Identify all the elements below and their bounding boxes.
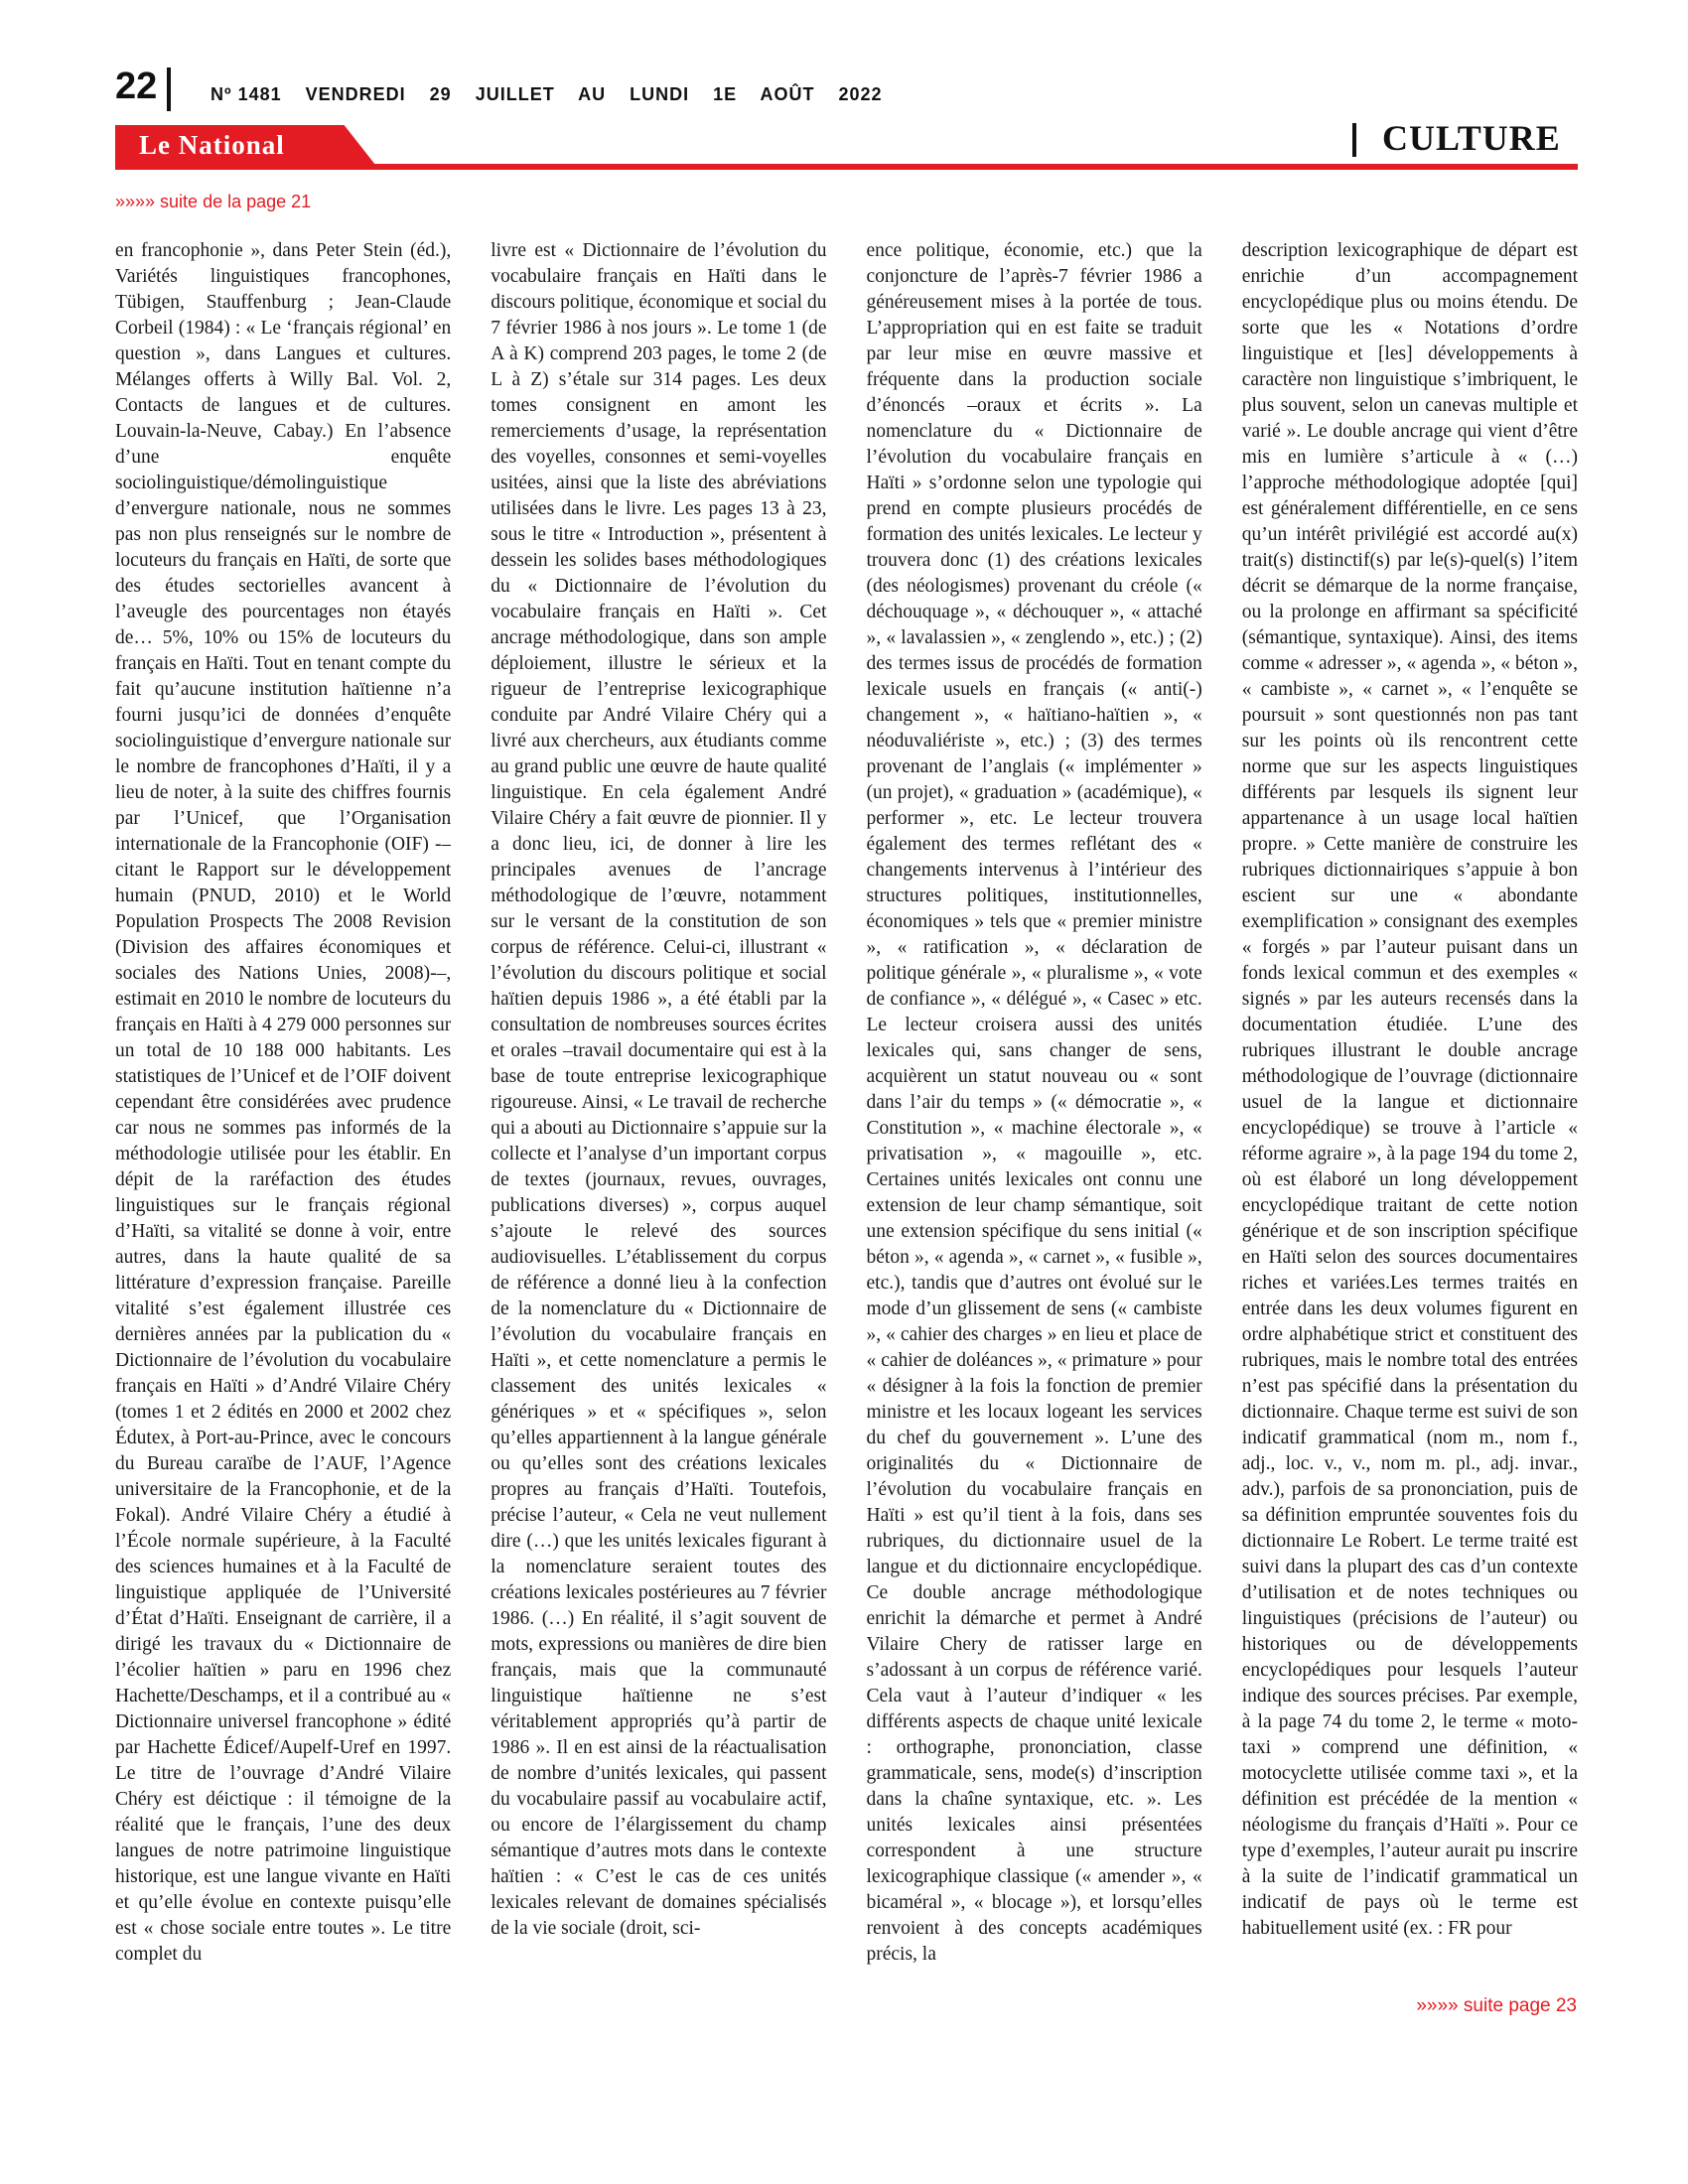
brand-name: Le National <box>139 130 285 160</box>
date-day: 29 <box>429 84 452 104</box>
article-column-3: ence politique, économie, etc.) que la conjoncture de l’après-7 février 1986 a généreusement mises à la portée de tous. L’appropriation qui en est faite se traduit par leur mise en œuvre massive et fréquente dans la production sociale d’énoncés –oraux et écrits ». La nomenclature du « Dictionnaire de l’évolution du vocabulaire français en Haïti » s’ordonne selon une typologie qui prend en compte plusieurs procédés de formation des unités lexicales. Le lecteur y trouvera donc (1) des créations lexicales (des néologismes) provenant du créole (« déchouquage », « déchouquer », « attaché », « lavalassien », « zenglendo », etc.) ; (2) des termes issus de procédés de formation lexicale usuels en français (« anti(-) changement », « haïtiano-haïtien », « néoduvaliériste », etc.) ; (3) des termes provenant de l’anglais (« implémenter » (un projet), « graduation » (académique), « performer », etc. Le lecteur trouvera également des termes reflétant des « changements intervenus à l’intérieur des structures politiques, institutionnelles, économiques » tels que « premier ministre », « ratification », « déclaration de politique générale », « pluralisme », « vote de confiance », « délégué », « Casec » etc. Le lecteur croisera aussi des unités lexicales qui, sans changer de sens, acquièrent un statut nouveau ou « sont dans l’air du temps » (« démocratie », « Constitution », « machine électorale », « privatisation », « magouille », etc. Certaines unités lexicales ont connu une extension de leur champ sémantique, soit une extension spécifique du sens initial (« béton », « agenda », « carnet », « fusible », etc.), tandis que d’autres ont évolué sur le mode d’un glissement de sens (« cambiste », « cahier des charges » en lieu et place de « cahier de doléances », « primature » pour « désigner à la fois la fonction de premier ministre et les locaux logeant les services du chef du gouvernement ». L’une des originalités du « Dictionnaire de l’évolution du vocabulaire français en Haïti » est qu’il tient à la fois, dans ses rubriques, du dictionnaire usuel de la langue et du dictionnaire encyclopédique. Ce double ancrage méthodologique enrichit la démarche et permet à André Vilaire Chery de ratisser large en s’adossant à un corpus de référence varié. Cela vaut à l’auteur d’indiquer « les différents aspects de chaque unité lexicale : orthographe, prononciation, classe grammaticale, sens, mode(s) d’inscription dans la chaîne syntaxique, etc. ». Les unités lexicales ainsi présentées correspondent à une structure lexicographique classique (« amender », « bicaméral », « blocage »), et lorsqu’elles renvoient à des concepts académiques précis, la <box>866 240 1202 1965</box>
date-month-end: AOÛT <box>760 84 815 104</box>
article-body <box>115 238 1578 1985</box>
page-number: 22 <box>115 66 158 107</box>
issue-line <box>211 84 901 105</box>
section-title: CULTURE <box>1382 118 1561 158</box>
page-number-divider <box>167 68 171 111</box>
date-to: AU <box>578 84 607 104</box>
article-column-4: description lexicographique de départ est enrichie d’un accompagnement encyclopédique plus ou moins étendu. De sorte que les « Notations d’ordre linguistique et [les] développements à caractère non linguistique s’imbriquent, le plus souvent, selon un canevas multiple et varié ». Le double ancrage qui vient d’être mis en lumière s’articule à « (…) l’approche méthodologique adoptée [qui] est généralement différentielle, en ce sens qu’un intérêt privilégié est accordé au(x) trait(s) distinctif(s) par le(s)-quel(s) l’item décrit se démarque de la norme française, ou la prolonge en affirmant sa spécificité (sémantique, syntaxique). Ainsi, des items comme « adresser », « agenda », « béton », « cambiste », « carnet », « l’enquête se poursuit » sont questionnés non pas tant sur les points où ils rencontrent cette norme que sur les aspects linguistiques différents par lesquels ils signent leur appartenance à un usage local haïtien propre. » Cette manière de construire les rubriques dictionnairiques s’appuie à bon escient sur une « abondante exemplification » consignant des exemples « forgés » par l’auteur puisant dans un fonds lexical commun et des exemples « signés » par les auteurs recensés dans la documentation étudiée. L’une des rubriques illustrant le double ancrage méthodologique de l’ouvrage (dictionnaire usuel de la langue et dictionnaire encyclopédique) se trouve à l’article « réforme agraire », à la page 194 du tome 2, où est élaboré un long développement encyclopédique traitant de cette notion générique et de son inscription spécifique en Haïti selon des sources documentaires riches et variées.Les termes traités en entrée dans les deux volumes figurent en ordre alphabétique strict et constituent des rubriques, mais le nombre total des entrées n’est pas spécifié dans la présentation du dictionnaire. Chaque terme est suivi de son indicatif grammatical (nom m., nom f., adj., loc. v., v., nom m. pl., adj. invar., adv.), parfois de sa prononciation, puis de sa définition empruntée souventes fois du dictionnaire Le Robert. Le terme traité est suivi dans la plupart des cas d’un contexte d’utilisation et de notes techniques ou linguistiques (précisions de l’auteur) ou historiques ou de développements encyclopédiques pour lesquels l’auteur indique des sources précises. Par exemple, à la page 74 du tome 2, le terme « moto-taxi » comprend une définition, « motocyclette utilisée comme taxi », et la définition est précédée de la mention « néologisme du français d’Haïti ». Pour ce type d’exemples, l’auteur aurait pu inscrire à la suite de l’indicatif grammatical un indicatif de pays où le terme est habituellement usité (ex. : FR pour <box>1241 240 1578 1939</box>
date-month-start: JUILLET <box>475 84 555 104</box>
article-column-1: en francophonie », dans Peter Stein (éd.), Variétés linguistiques francophones, Tübigen, Stauffenburg ; Jean-Claude Corbeil (1984) : « Le ‘français régional’ en question », dans Langues et cultures. Mélanges offerts à Willy Bal. Vol. 2, Contacts de langues et de cultures. Louvain-la-Neuve, Cabay.) En l’absence d’une enquête sociolinguistique/démolinguistique d’envergure nationale, nous ne sommes pas non plus renseignés sur le nombre de locuteurs du français en Haïti, de sorte que des études sectorielles avancent à l’aveugle des pourcentages non étayés de… 5%, 10% ou 15% de locuteurs du français en Haïti. Tout en tenant compte du fait qu’aucune institution haïtienne n’a fourni jusqu’ici de données d’enquête sociolinguistique d’envergure nationale sur le nombre de francophones d’Haïti, il y a lieu de noter, à la suite des chiffres fournis par l’Unicef, que l’Organisation internationale de la Francophonie (OIF) -–citant le Rapport sur le développement humain (PNUD, 2010) et le World Population Prospects The 2008 Revision (Division des affaires économiques et sociales des Nations Unies, 2008)-–, estimait en 2010 le nombre de locuteurs du français en Haïti à 4 279 000 personnes sur un total de 10 188 000 habitants. Les statistiques de l’Unicef et de l’OIF doivent cependant être considérées avec prudence car nous ne sommes pas informés de la méthodologie utilisée pour les établir. En dépit de la raréfaction des études linguistiques sur le français régional d’Haïti, sa vitalité se donne à voir, entre autres, dans la haute qualité de sa littérature d’expression française. Pareille vitalité s’est également illustrée ces dernières années par la publication du « Dictionnaire de l’évolution du vocabulaire français en Haïti » d’André Vilaire Chéry (tomes 1 et 2 édités en 2000 et 2002 chez Édutex, à Port-au-Prince, avec le concours du Bureau caraïbe de l’AUF, l’Agence universitaire de la Francophonie, et de la Fokal). André Vilaire Chéry a étudié à l’École normale supérieure, à la Faculté des sciences humaines et à la Faculté de linguistique appliquée de l’Université d’État d’Haïti. Enseignant de carrière, il a dirigé les travaux du « Dictionnaire de l’écolier haïtien » paru en 1996 chez Hachette/Deschamps, et il a contribué au « Dictionnaire universel francophone » édité par Hachette Édicef/Aupelf-Uref en 1997. Le titre de l’ouvrage d’André Vilaire Chéry est déictique : il témoigne de la réalité que le français, l’une des deux langues de notre patrimoine linguistique historique, est une langue vivante en Haïti et qu’elle évolue en contexte puisqu’elle est « chose sociale entre toutes ». Le titre complet du <box>115 240 452 1965</box>
date-day-name-end: LUNDI <box>630 84 690 104</box>
header-red-rule <box>115 164 1578 170</box>
section-divider <box>1352 123 1356 157</box>
article-column-2: livre est « Dictionnaire de l’évolution du vocabulaire français en Haïti dans le discours politique, économique et social du 7 février 1986 à nos jours ». Le tome 1 (de A à K) comprend 203 pages, le tome 2 (de L à Z) s’étale sur 314 pages. Les deux tomes consignent en amont les remerciements d’usage, la représentation des voyelles, consonnes et semi-voyelles usitées, ainsi que la liste des abréviations utilisées dans le livre. Les pages 13 à 23, sous le titre « Introduction », présentent à dessein les solides bases méthodologiques du « Dictionnaire de l’évolution du vocabulaire français en Haïti ». Cet ancrage méthodologique, dans son ample déploiement, illustre le sérieux et la rigueur de l’entreprise lexicographique conduite par André Vilaire Chéry qui a livré aux chercheurs, aux étudiants comme au grand public une œuvre de haute qualité linguistique. En cela également André Vilaire Chéry a fait œuvre de pionnier. Il y a donc lieu, ici, de donner à lire les principales avenues de l’ancrage méthodologique de l’œuvre, notamment sur le versant de la constitution de son corpus de référence. Celui-ci, illustrant « l’évolution du discours politique et social haïtien depuis 1986 », a été établi par la consultation de nombreuses sources écrites et orales –travail documentaire qui est à la base de toute entreprise lexicographique rigoureuse. Ainsi, « Le travail de recherche qui a abouti au Dictionnaire s’appuie sur la collecte et l’analyse d’un important corpus de textes (journaux, revues, ouvrages, publications diverses) », corpus auquel s’ajoute le relevé des sources audiovisuelles. L’établissement du corpus de référence a donné lieu à la confection de la nomenclature du « Dictionnaire de l’évolution du vocabulaire français en Haïti », et cette nomenclature a permis le classement des unités lexicales « génériques » et « spécifiques », selon qu’elles appartiennent à la langue générale ou qu’elles sont des créations lexicales propres au français d’Haïti. Toutefois, précise l’auteur, « Cela ne veut nullement dire (…) que les unités lexicales figurant à la nomenclature seraient toutes des créations lexicales postérieures au 7 février 1986. (…) En réalité, il s’agit souvent de mots, expressions ou manières de dire bien français, mais que la communauté linguistique haïtienne ne s’est véritablement appropriés qu’à partir de 1986 ». Il en est ainsi de la réactualisation de nombre d’unités lexicales, qui passent du vocabulaire passif au vocabulaire actif, ou encore de l’élargissement du champ sémantique d’autres mots dans le contexte haïtien : « C’est le cas de ces unités lexicales relevant de domaines spécialisés de la vie sociale (droit, sci- <box>491 240 827 1939</box>
date-day-end: 1E <box>713 84 738 104</box>
continued-from-link[interactable]: »»»» suite de la page 21 <box>115 192 312 211</box>
issue-number: Nº 1481 <box>211 84 282 104</box>
date-day-name: VENDREDI <box>305 84 406 104</box>
continues-on-link[interactable]: »»»» suite page 23 <box>1416 1995 1577 2016</box>
date-year: 2022 <box>838 84 883 104</box>
